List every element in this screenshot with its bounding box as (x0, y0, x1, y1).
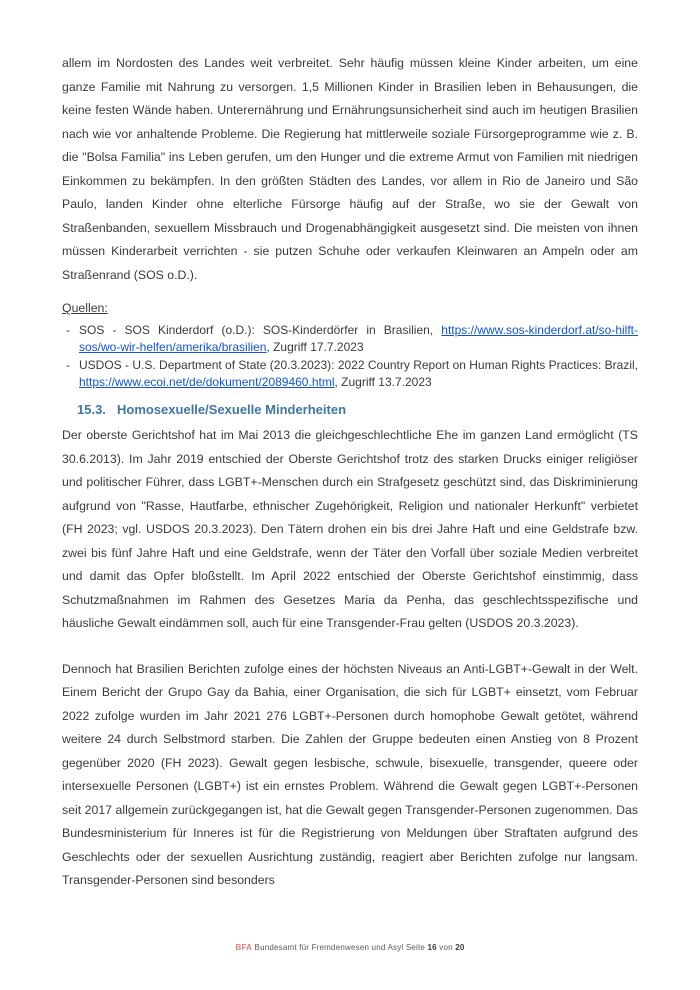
source-link-usdos[interactable]: https://www.ecoi.net/de/dokument/2089460.html (79, 374, 335, 389)
sources-heading (62, 299, 638, 317)
section-number: 15.3. (77, 402, 106, 417)
source-access-date-sos: , Zugriff 17.7.2023 (266, 339, 364, 354)
paragraph-anti-lgbt-violence: Dennoch hat Brasilien Berichten zufolge eines der höchsten Niveaus an Anti-LGBT+-Gewalt in der Welt. Einem Bericht der Grupo Gay da Bahia, einer Organisation, die sich für LGBT+ einsetzt, vom Februar 2022 zufolge wurden im Jahr 2021 276 LGBT+-Personen durch homophobe Gewalt getötet, während weitere 24 durch Selbstmord starben. Die Zahlen der Gruppe bedeuten einen Anstieg von 8 Prozent gegenüber 2020 (FH 2023). Gewalt gegen lesbische, schwule, bisexuelle, transgender, queere oder intersexuelle Personen (LGBT+) ist ein ernstes Problem. Während die Gewalt gegen LGBT+-Personen seit 2017 allgemein zurückgegangen ist, hat die Gewalt gegen Transgender-Personen zugenommen. Das Bundesministerium für Inneres ist für die Registrierung von Meldungen über Straftaten aufgrund des Geschlechts oder der sexuellen Ausrichtung zuständig, reagiert aber Berichten zufolge nur langsam. Transgender-Personen sind besonders (62, 661, 638, 887)
footer-of-word: von (439, 943, 453, 952)
footer-page-word: Seite (405, 943, 426, 952)
section-title: Homosexuelle/Sexuelle Minderheiten (117, 402, 347, 417)
source-item-sos (62, 322, 638, 355)
footer-org-name: Bundesamt für Fremdenwesen und Asyl (254, 943, 404, 952)
footer-brand: BFA (235, 943, 253, 952)
sources-heading-text: Quellen: (62, 301, 108, 315)
source-item-usdos (62, 357, 638, 390)
bullet-dash-icon: - (66, 358, 70, 372)
source-citation-sos: SOS - SOS Kinderdorf (o.D.): SOS-Kinderdörfer in Brasilien, (79, 323, 442, 337)
bullet-dash-icon: - (66, 323, 70, 337)
page-footer (0, 943, 700, 952)
source-access-date-usdos: , Zugriff 13.7.2023 (334, 374, 432, 389)
section-heading-15-3 (62, 402, 638, 417)
source-citation-usdos: USDOS - U.S. Department of State (20.3.2023): 2022 Country Report on Human Rights Practices: Brazil, (79, 358, 638, 372)
paragraph-child-poverty: allem im Nordosten des Landes weit verbreitet. Sehr häufig müssen kleine Kinder arbeiten, um eine ganze Familie mit Nahrung zu versorgen. 1,5 Millionen Kinder in Brasilien leben in Behausungen, die keine festen Wände haben. Unterernährung und Ernährungsunsicherheit sind auch im heutigen Brasilien nach wie vor anhaltende Probleme. Die Regierung hat mittlerweile soziale Fürsorgeprogramme wie z. B. die "Bolsa Familia" ins Leben gerufen, um den Hunger und die extreme Armut von Familien mit niedrigen Einkommen zu bekämpfen. In den größten Städten des Landes, vor allem in Rio de Janeiro und São Paulo, landen Kinder ohne elterliche Fürsorge häufig auf der Straße, wo sie der Gewalt von Straßenbanden, sexuellem Missbrauch und Drogenabhängigkeit ausgesetzt sind. Die meisten von ihnen müssen Kinderarbeit verrichten - sie putzen Schuhe oder verkaufen Kleinwaren an Ampeln oder am Straßenrand (SOS o.D.). (62, 56, 638, 282)
paragraph-supreme-court-lgbt: Der oberste Gerichtshof hat im Mai 2013 die gleichgeschlechtliche Ehe im ganzen Land ermöglicht (TS 30.6.2013). Im Jahr 2019 entschied der Oberste Gerichtshof trotz des starken Drucks einiger religiöser und politischer Führer, dass LGBT+-Menschen durch ein Strafgesetz geschützt sind, das Diskriminierung aufgrund von "Rasse, Hautfarbe, ethnischer Zugehörigkeit, Religion und nationaler Herkunft" verbietet (FH 2023; vgl. USDOS 20.3.2023). Den Tätern drohen ein bis drei Jahre Haft und eine Geldstrafe bzw. zwei bis fünf Jahre Haft und eine Geldstrafe, wenn der Täter den Vorfall über soziale Medien verbreitet und damit das Opfer bloßstellt. Im April 2022 entschied der Oberste Gerichtshof einstimmig, dass Schutzmaßnahmen im Rahmen des Gesetzes Maria da Penha, das geschlechtsspezifische und häusliche Gewalt eindämmen soll, auch für eine Transgender-Frau gelten (USDOS 20.3.2023). (62, 428, 638, 630)
source-link-sos[interactable]: https://www.sos-kinderdorf.at/so-hilft-sos/wo-wir-helfen/amerika/brasilien (79, 323, 638, 354)
footer-page-number: 16 (427, 943, 437, 952)
sources-list (62, 322, 638, 390)
footer-page-total: 20 (455, 943, 465, 952)
